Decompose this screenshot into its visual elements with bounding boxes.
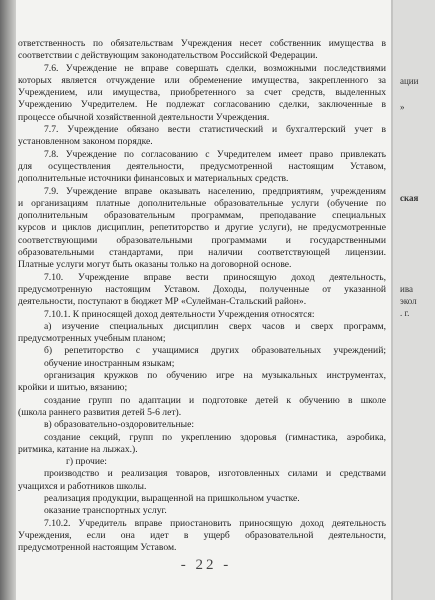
- text-line: производство и реализация товаров, изготовленных силами и средствами: [44, 468, 386, 480]
- text-line: оказание транспортных услуг.: [44, 505, 167, 517]
- text-line: Платные услуги могут быть оказаны только на договорной основе.: [18, 259, 292, 271]
- text-line: соответствии с действующим законодательством Российской Федерации.: [18, 50, 318, 62]
- adjacent-page-fragment: ская: [400, 193, 419, 203]
- scan-shadow-left: [0, 0, 16, 600]
- text-line: курсов и циклов дисциплин, репетиторство и другие услуги), не предусмотренные: [18, 222, 386, 234]
- text-line: обучение иностранным языкам;: [44, 357, 175, 369]
- text-line: 7.10.1. К приносящей доход деятельности Учреждения относятся:: [44, 308, 315, 320]
- text-line: б) репетиторство с учащимися других образовательных учреждений;: [44, 345, 386, 357]
- text-line: предусмотренной настоящим Уставом.: [18, 542, 177, 554]
- document-body: [18, 38, 386, 554]
- text-line: 7.6. Учреждение не вправе совершать сделки, возможными последствиями: [44, 62, 386, 74]
- text-line: создание групп по адаптации и подготовке детей к обучению в школе: [44, 394, 386, 406]
- text-line: и организациям платные дополнительные образовательные услуги (обучение по: [18, 197, 386, 209]
- text-line: дополнительные источники финансовых и материальных средств.: [18, 173, 289, 185]
- text-line: 7.8. Учреждение по согласованию с Учредителем имеет право привлекать: [44, 148, 386, 160]
- text-line: создание секций, групп по укреплению здоровья (гимнастика, аэробика,: [44, 431, 386, 443]
- text-line: 7.7. Учреждение обязано вести статистический и бухгалтерский учет в: [44, 124, 386, 136]
- text-line: которых является отчуждение или обременение имущества, закрепленного за: [18, 74, 386, 86]
- text-line: ритмика, катание на лыжах.).: [18, 443, 138, 455]
- text-line: деятельности, поступают в бюджет МР «Сулейман-Стальский район».: [18, 296, 307, 308]
- text-line: Учреждением, или имущества, приобретенного за счет средств, выделенных: [18, 87, 386, 99]
- adjacent-page-fragment: экол: [400, 296, 417, 306]
- text-line: для осуществления деятельности, предусмотренной настоящим Уставом,: [18, 160, 386, 172]
- text-line: дополнительным образовательным программам, преподавание специальных: [18, 210, 386, 222]
- text-line: организация кружков по обучению игре на музыкальных инструментах,: [44, 370, 386, 382]
- text-line: Учреждению Учредителем. Не подлежат согласованию сделки, заключенные в: [18, 99, 386, 111]
- text-line: установленном законом порядке.: [18, 136, 153, 148]
- text-line: г) прочие:: [66, 456, 107, 468]
- text-line: предусмотренных учебным планом;: [18, 333, 166, 345]
- text-line: предусмотренную настоящим Уставом. Доходы, полученные от указанной: [18, 283, 386, 295]
- text-line: ответственность по обязательствам Учреждения несет собственник имущества в: [18, 38, 386, 49]
- page-edge: [391, 0, 393, 600]
- text-line: а) изучение специальных дисциплин сверх часов и сверх программ,: [44, 320, 386, 332]
- text-line: 7.10. Учреждение вправе вести приносящую доход деятельность,: [44, 271, 386, 283]
- text-line: в) образовательно-оздоровительные:: [44, 419, 195, 431]
- text-line: Учреждения, если она идет в ущерб образовательной деятельности,: [18, 529, 386, 541]
- text-line: 7.9. Учреждение вправе оказывать населению, предприятиям, учреждениям: [44, 185, 386, 197]
- text-line: соответствующими образовательными программами и государственными: [18, 234, 386, 246]
- text-line: 7.10.2. Учредитель вправе приостановить приносящую доход деятельность: [44, 517, 386, 529]
- text-line: кройки и шитью, вязанию;: [18, 382, 128, 394]
- page-number: - 22 -: [180, 557, 232, 573]
- adjacent-page-fragment: ации: [400, 76, 419, 86]
- text-line: (школа раннего развития детей 5-6 лет).: [18, 406, 182, 418]
- text-line: учащихся и работников школы.: [18, 480, 147, 492]
- text-line: образовательными стандартами, при наличии соответствующей лицензии.: [18, 247, 386, 259]
- document-page: [16, 0, 391, 600]
- text-line: процессе обычной хозяйственной деятельности Учреждения.: [18, 111, 270, 123]
- adjacent-page-fragment: ива: [400, 284, 413, 294]
- adjacent-page-fragment: . г.: [400, 308, 410, 318]
- adjacent-page-fragment: »: [400, 102, 405, 112]
- text-line: реализация продукции, выращенной на пришкольном участке.: [44, 492, 300, 504]
